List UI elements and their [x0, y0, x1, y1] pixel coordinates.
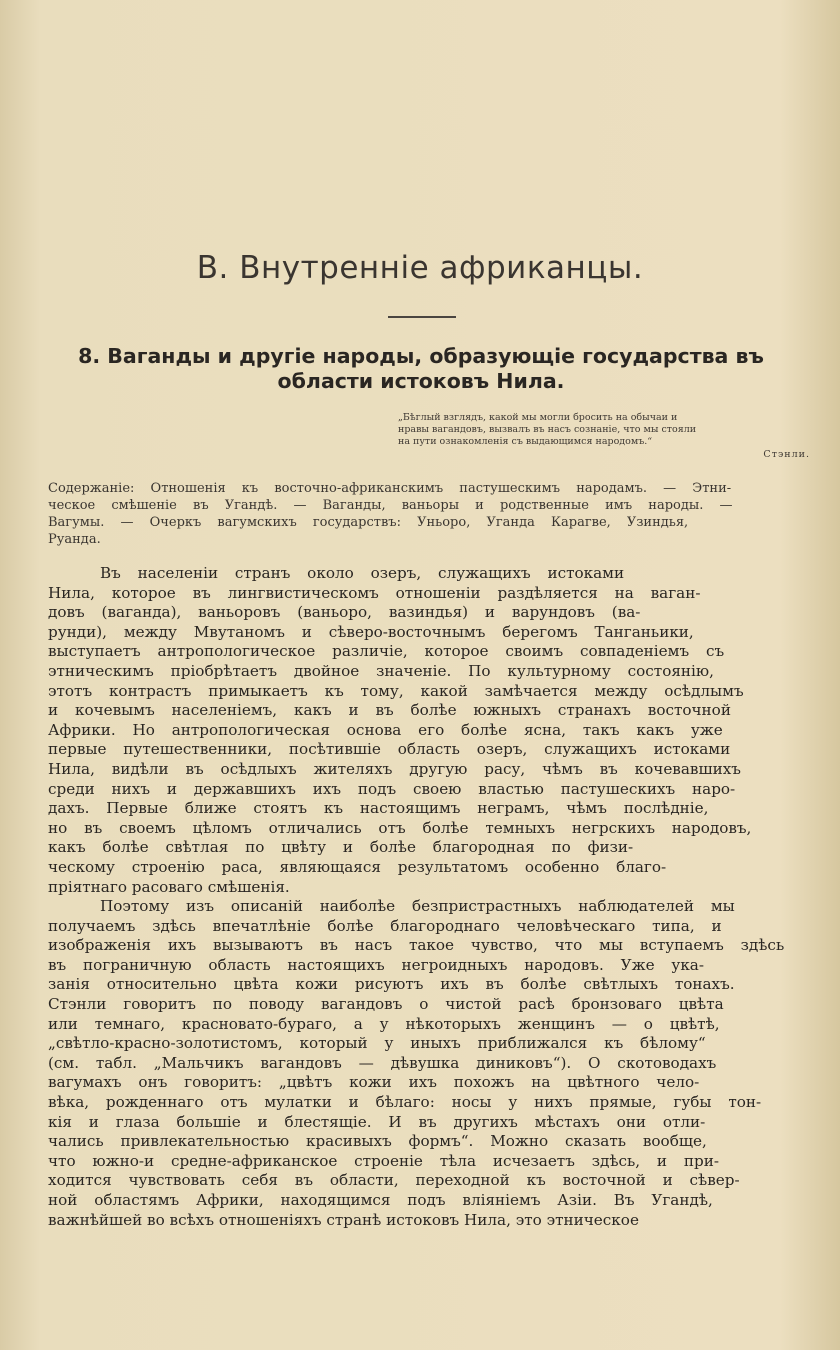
- text-line: довъ (ваганда), ваньоровъ (ваньоро, вазиндья) и варундовъ (ва-: [48, 603, 641, 622]
- text-line: „свѣтло-красно-золотистомъ, который у иныхъ приближался къ бѣлому“: [48, 1034, 706, 1053]
- text-line: кія и глаза большіе и блестящіе. И въ другихъ мѣстахъ они отли-: [48, 1112, 706, 1131]
- text-line: вѣка, рожденнаго отъ мулатки и бѣлаго: носы у нихъ прямые, губы тон-: [48, 1093, 762, 1112]
- chapter-contents: [48, 480, 810, 548]
- text-line: вагумахъ онъ говоритъ: „цвѣтъ кожи ихъ похожъ на цвѣтного чело-: [48, 1073, 700, 1092]
- text-line: изображенія ихъ вызываютъ въ насъ такое чувство, что мы вступаемъ здѣсь: [48, 936, 785, 955]
- text-line: Поэтому изъ описаній наиболѣе безпристрастныхъ наблюдателей мы: [100, 897, 735, 916]
- text-line: Стэнли говоритъ по поводу вагандовъ о чистой расѣ бронзоваго цвѣта: [48, 995, 724, 1014]
- contents-line: ческое смѣшеніе въ Угандѣ. — Ваганды, ваньоры и родственные имъ народы. —: [48, 498, 733, 513]
- text-line: ной областямъ Африки, находящимся подъ вліяніемъ Азіи. Въ Угандѣ,: [48, 1191, 713, 1209]
- title-divider: [388, 316, 456, 318]
- text-line: но въ своемъ цѣломъ отличались отъ болѣе темныхъ негрскихъ народовъ,: [48, 818, 752, 837]
- text-line: этническимъ пріобрѣтаетъ двойное значеніе. По культурному состоянію,: [48, 661, 714, 680]
- text-line: что южно-и средне-африканское строеніе тѣла исчезаетъ здѣсь, и при-: [48, 1151, 719, 1170]
- text-line: среди нихъ и державшихъ ихъ подъ своею властью пастушескихъ наро-: [48, 779, 736, 798]
- text-line: (см. табл. „Мальчикъ вагандовъ — дѣвушка диниковъ“). О скотоводахъ: [48, 1053, 717, 1072]
- text-line: ческому строенію раса, являющаяся результатомъ особенно благо-: [48, 857, 667, 876]
- epigraph-line: нравы вагандовъ, вызвалъ въ насъ сознаніе, что мы стояли: [398, 424, 697, 435]
- epigraph-line: на пути ознакомленія съ выдающимся народомъ.“: [398, 436, 653, 447]
- text-line: въ пограничную область настоящихъ негроидныхъ народовъ. Уже ука-: [48, 955, 704, 974]
- body-text: [48, 564, 810, 1230]
- contents-line: Содержаніе: Отношенія къ восточно-африканскимъ пастушескимъ народамъ. — Этни-: [48, 481, 732, 496]
- contents-line: Руанда.: [48, 532, 101, 547]
- text-line: этотъ контрастъ примыкаетъ къ тому, какой замѣчается между осѣдлымъ: [48, 681, 744, 700]
- text-line: пріятнаго расоваго смѣшенія.: [48, 877, 290, 896]
- text-line: ходится чувствовать себя въ области, переходной къ восточной и сѣвер-: [48, 1171, 740, 1190]
- text-line: первые путешественники, посѣтившіе область озеръ, служащихъ истоками: [48, 740, 731, 759]
- text-line: Нила, видѣли въ осѣдлыхъ жителяхъ другую расу, чѣмъ въ кочевавшихъ: [48, 759, 741, 778]
- text-line: чались привлекательностью красивыхъ формъ“. Можно сказать вообще,: [48, 1132, 707, 1151]
- text-line: или темнаго, красновато-бураго, а у нѣкоторыхъ женщинъ — о цвѣтѣ,: [48, 1014, 720, 1033]
- text-line: рунди), между Мвутаномъ и сѣверо-восточнымъ берегомъ Танганьики,: [48, 622, 694, 641]
- part-title: B. Внутренніе африканцы.: [196, 250, 644, 286]
- contents-line: Вагумы. — Очеркъ вагумскихъ государствъ: Уньоро, Уганда Карагве, Узиндья,: [48, 515, 689, 530]
- text-line: какъ болѣе свѣтлая по цвѣту и болѣе благородная по физи-: [48, 838, 634, 857]
- text-line: дахъ. Первые ближе стоятъ къ настоящимъ неграмъ, чѣмъ послѣдніе,: [48, 799, 709, 818]
- epigraph-line: „Бѣглый взглядъ, какой мы могли бросить на обычаи и: [398, 412, 678, 423]
- paragraph-1: [48, 564, 810, 897]
- text-line: получаемъ здѣсь впечатлѣніе болѣе благороднаго человѣческаго типа, и: [48, 916, 722, 935]
- text-line: важнѣйшей во всѣхъ отношеніяхъ странѣ истоковъ Нила, это этническое: [48, 1210, 639, 1229]
- text-line: и кочевымъ населеніемъ, какъ и въ болѣе южныхъ странахъ восточной: [48, 701, 731, 720]
- epigraph-author: Стэнли.: [763, 449, 810, 460]
- text-line: Африки. Но антропологическая основа его болѣе ясна, такъ какъ уже: [48, 720, 723, 739]
- text-line: выступаетъ антропологическое различіе, которое своимъ совпаденіемъ съ: [48, 642, 725, 661]
- epigraph: [398, 412, 810, 461]
- chapter-title: 8. Ваганды и другіе народы, образующіе государства въ области истоковъ Нила.: [78, 344, 764, 393]
- text-line: занія относительно цвѣта кожи рисуютъ ихъ въ болѣе свѣтлыхъ тонахъ.: [48, 975, 735, 994]
- text-line: Нила, которое въ лингвистическомъ отношеніи раздѣляется на ваган-: [48, 583, 701, 602]
- text-line: Въ населеніи странъ около озеръ, служащихъ истоками: [100, 564, 625, 582]
- paragraph-2: [48, 897, 810, 1230]
